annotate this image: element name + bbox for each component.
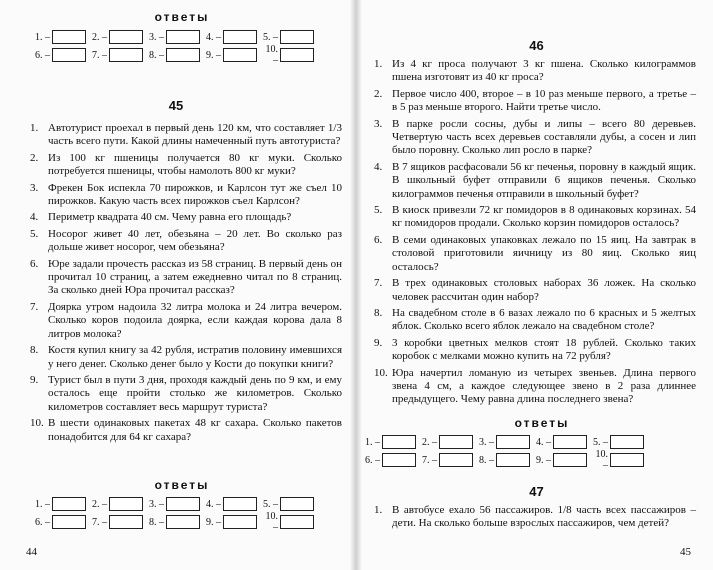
task-item — [30, 344, 342, 371]
answers-title: ответы — [154, 10, 210, 24]
answer-box[interactable] — [553, 453, 587, 467]
answer-label: 2. – — [92, 498, 107, 510]
answer-label: 4. – — [206, 31, 221, 43]
task-text: В шести одинаковых пакетах 48 кг сахара. Сколько пакетов понадобится для 64 кг сахара? — [48, 417, 342, 443]
task-item — [374, 204, 696, 231]
answers-title: ответы — [514, 416, 570, 430]
answer-box[interactable] — [109, 497, 143, 511]
task-text: Доярка утром надоила 32 литра молока и 24 литра вечером. Сколько коров подоила доярка, если каждая корова дала 8 литров молока? — [48, 300, 342, 340]
answer-box[interactable] — [52, 30, 86, 44]
answer-box[interactable] — [223, 497, 257, 511]
answer-cell — [419, 435, 476, 449]
answer-label: 10. – — [595, 449, 608, 471]
answer-label: 1. – — [35, 498, 50, 510]
task-item — [374, 504, 696, 531]
task-text: Фрекен Бок испекла 70 пирожков, и Карлсон тут же съел 10 пирожков. Какую часть всех пирожков съел Карлсон? — [48, 181, 342, 208]
task-number: 1. — [374, 504, 383, 516]
task-item — [30, 152, 342, 179]
answer-box[interactable] — [496, 453, 530, 467]
task-text: 3 коробки цветных мелков стоят 18 рублей. Сколько таких коробок с мелками можно купить на 72 рубля? — [392, 336, 696, 363]
task-number: 9. — [374, 336, 383, 349]
answer-cell — [203, 48, 260, 62]
answer-cell — [203, 30, 260, 44]
task-number: 10. — [30, 417, 44, 430]
task-item — [374, 337, 696, 364]
answer-label: 2. – — [422, 436, 437, 448]
task-list — [374, 58, 696, 410]
task-number: 6. — [374, 233, 383, 246]
task-text: В автобусе ехало 56 пассажиров. 1/8 часть всех пассажиров – дети. На сколько больше взрослых пассажиров, чем детей? — [392, 504, 696, 530]
task-number: 1. — [30, 122, 39, 134]
answer-box[interactable] — [439, 435, 473, 449]
task-number: 10. — [374, 366, 388, 379]
answer-cell — [32, 497, 89, 511]
task-item — [374, 58, 696, 85]
task-item — [374, 307, 696, 334]
answers-block-top — [32, 10, 332, 64]
task-number: 5. — [30, 227, 39, 240]
answer-label: 1. – — [365, 436, 380, 448]
answer-cell — [362, 453, 419, 467]
task-text: В трех одинаковых столовых наборах 36 ложек. На сколько человек рассчитан один набор? — [392, 277, 696, 303]
answer-box[interactable] — [553, 435, 587, 449]
answers-row — [32, 513, 332, 531]
page-number: 45 — [680, 546, 691, 558]
answer-box[interactable] — [280, 497, 314, 511]
answer-box[interactable] — [223, 30, 257, 44]
answer-cell — [32, 30, 89, 44]
task-item — [374, 118, 696, 158]
answer-box[interactable] — [109, 30, 143, 44]
task-text: Первое число 400, второе – в 10 раз меньше первого, а третье – в 5 раз меньше второго. Найти третье число. — [392, 87, 696, 114]
task-item — [374, 367, 696, 407]
task-number: 7. — [30, 300, 39, 313]
answer-cell — [146, 30, 203, 44]
answer-label: 4. – — [206, 498, 221, 510]
answer-box[interactable] — [610, 435, 644, 449]
page-number: 44 — [26, 546, 37, 558]
task-text: Носорог живет 40 лет, обезьяна – 20 лет. Во сколько раз дольше живет носорог, чем обезьяна? — [48, 227, 342, 254]
answer-label: 1. – — [35, 31, 50, 43]
answer-label: 10. – — [265, 44, 278, 66]
task-number: 4. — [30, 211, 39, 224]
answer-label: 8. – — [149, 49, 164, 61]
answer-cell — [146, 515, 203, 529]
answer-cell — [89, 515, 146, 529]
task-list — [30, 122, 342, 447]
answer-box[interactable] — [109, 515, 143, 529]
answer-label: 3. – — [149, 498, 164, 510]
answer-label: 7. – — [92, 516, 107, 528]
lesson-number: 46 — [529, 38, 544, 53]
answer-cell — [590, 435, 647, 449]
answer-cell — [89, 48, 146, 62]
lesson-number: 47 — [529, 484, 544, 499]
answer-cell — [32, 515, 89, 529]
answer-cell — [260, 497, 317, 511]
answer-cell — [590, 449, 647, 471]
answer-cell — [533, 435, 590, 449]
answer-box[interactable] — [166, 30, 200, 44]
answer-cell — [260, 511, 317, 533]
answer-box[interactable] — [496, 435, 530, 449]
task-number: 9. — [30, 373, 39, 386]
answer-label: 3. – — [149, 31, 164, 43]
answer-box[interactable] — [280, 515, 314, 529]
task-item — [30, 182, 342, 209]
task-number: 2. — [374, 87, 383, 100]
task-item — [30, 211, 342, 224]
answer-box[interactable] — [52, 497, 86, 511]
task-number: 3. — [374, 117, 383, 130]
task-item — [30, 301, 342, 341]
task-number: 7. — [374, 277, 383, 290]
task-text: Из 4 кг проса получают 3 кг пшена. Сколько килограммов пшена изготовят из 40 кг проса? — [392, 58, 696, 84]
task-list — [374, 504, 696, 534]
answer-label: 9. – — [206, 516, 221, 528]
answer-cell — [260, 44, 317, 66]
answer-label: 5. – — [593, 436, 608, 448]
task-item — [374, 234, 696, 274]
answer-box[interactable] — [382, 453, 416, 467]
answers-block — [362, 416, 662, 469]
task-text: Периметр квадрата 40 см. Чему равна его площадь? — [48, 211, 292, 224]
task-text: Из 100 кг пшеницы получается 80 кг муки. Сколько потребуется пшеницы, чтобы намолоть 800 кг муки? — [48, 151, 342, 178]
answer-box[interactable] — [166, 48, 200, 62]
task-item — [30, 417, 342, 444]
task-item — [30, 258, 342, 298]
answer-cell — [419, 453, 476, 467]
answer-box[interactable] — [223, 515, 257, 529]
task-item — [374, 277, 696, 304]
task-number: 8. — [374, 306, 383, 319]
answer-cell — [89, 497, 146, 511]
answer-box[interactable] — [52, 515, 86, 529]
answer-box[interactable] — [166, 515, 200, 529]
task-item — [30, 122, 342, 149]
answer-box[interactable] — [280, 48, 314, 62]
task-item — [30, 374, 342, 414]
answer-box[interactable] — [280, 30, 314, 44]
task-text: В киоск привезли 72 кг помидоров в 8 одинаковых корзинах. 54 кг помидоров продали. Сколько корзин помидоров осталось? — [392, 204, 696, 230]
answer-label: 6. – — [35, 516, 50, 528]
answer-cell — [476, 435, 533, 449]
task-text: В 7 ящиков расфасовали 56 кг печенья, поровну в каждый ящик. В школьный буфет отправили 6 ящиков печенья. Сколько килограммов печенья отправили в школьный буфет? — [392, 160, 696, 200]
task-text: На свадебном столе в 6 вазах лежало по 6 красных и 5 желтых яблок. Сколько всего яблок лежало на свадебном столе? — [392, 306, 696, 333]
task-text: Костя купил книгу за 42 рубля, истратив половину имевшихся у него денег. Сколько денег было у Кости до покупки книги? — [48, 344, 342, 370]
answer-label: 7. – — [422, 454, 437, 466]
answer-label: 2. – — [92, 31, 107, 43]
answer-cell — [533, 453, 590, 467]
left-page — [0, 0, 352, 570]
answer-cell — [89, 30, 146, 44]
task-text: Автотурист проехал в первый день 120 км, что составляет 1/3 часть всего пути. Какой длины намеченный путь автотуриста? — [48, 122, 342, 148]
answer-label: 9. – — [206, 49, 221, 61]
answer-label: 8. – — [149, 516, 164, 528]
task-item — [374, 88, 696, 115]
answer-label: 7. – — [92, 49, 107, 61]
answer-box[interactable] — [439, 453, 473, 467]
answer-label: 3. – — [479, 436, 494, 448]
answers-row — [32, 46, 332, 64]
answer-label: 9. – — [536, 454, 551, 466]
answer-cell — [362, 435, 419, 449]
task-number: 3. — [30, 181, 39, 194]
task-number: 5. — [374, 204, 383, 217]
task-number: 4. — [374, 160, 383, 173]
answer-box[interactable] — [166, 497, 200, 511]
answer-cell — [260, 30, 317, 44]
answer-cell — [203, 497, 260, 511]
answer-label: 6. – — [35, 49, 50, 61]
task-number: 1. — [374, 58, 383, 70]
answer-box[interactable] — [382, 435, 416, 449]
answer-label: 6. – — [365, 454, 380, 466]
task-number: 6. — [30, 257, 39, 270]
answer-box[interactable] — [52, 48, 86, 62]
answer-cell — [146, 497, 203, 511]
task-text: Турист был в пути 3 дня, проходя каждый день по 9 км, и ему осталось еще пройти столько же километров. Сколько километров составляет весь маршрут туриста? — [48, 373, 342, 413]
answer-box[interactable] — [223, 48, 257, 62]
task-text: В парке росли сосны, дубы и липы – всего 80 деревьев. Четвертую часть всех деревьев составляли дубы, а сосен и лип было поровну. Сколько лип росло в парке? — [392, 117, 696, 157]
task-text: Юре задали прочесть рассказ из 58 страниц. В первый день он прочитал 10 страниц, а затем ежедневно читал по 8 страниц. За сколько дней Юра прочитал рассказ? — [48, 257, 342, 297]
answer-box[interactable] — [610, 453, 644, 467]
answer-cell — [32, 48, 89, 62]
answer-cell — [476, 453, 533, 467]
answer-label: 4. – — [536, 436, 551, 448]
answers-block-bottom — [32, 478, 332, 531]
task-number: 2. — [30, 151, 39, 164]
answer-label: 10. – — [265, 511, 278, 533]
task-item — [30, 228, 342, 255]
answers-title: ответы — [154, 478, 210, 492]
answer-label: 8. – — [479, 454, 494, 466]
answer-cell — [203, 515, 260, 529]
answer-box[interactable] — [109, 48, 143, 62]
lesson-number: 45 — [168, 98, 184, 113]
answers-row — [362, 451, 662, 469]
right-page — [360, 0, 713, 570]
task-text: Юра начертил ломаную из четырех звеньев. Длина первого звена 4 см, а каждое следующее звено в 2 раза длиннее предыдущего. Чему равна длина последнего звена? — [392, 366, 696, 406]
answer-label: 5. – — [263, 31, 278, 43]
answer-cell — [146, 48, 203, 62]
task-text: В семи одинаковых упаковках лежало по 15 яиц. На завтрак в столовой приготовили яичницу из 80 яиц. Сколько яиц осталось? — [392, 233, 696, 273]
task-item — [374, 161, 696, 201]
answer-label: 5. – — [263, 498, 278, 510]
task-number: 8. — [30, 344, 39, 357]
